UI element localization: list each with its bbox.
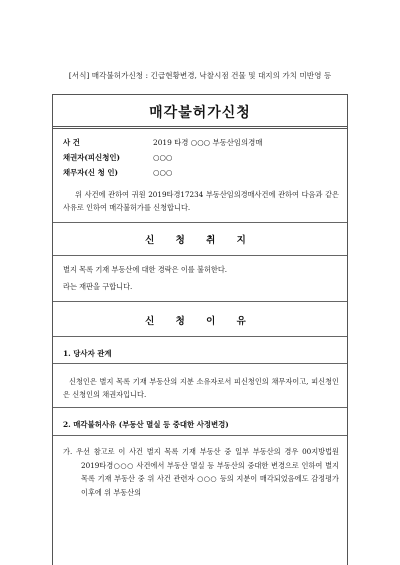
party-case bbox=[63, 137, 262, 148]
section-1-text: 신청인은 별지 목록 기재 부동산의 지분 소유자로서 피신청인의 채무자이고, 피신청인은 신청인의 채권자입니다. bbox=[63, 377, 339, 399]
party-case-label: 사 건 bbox=[63, 138, 80, 147]
section-2-divider bbox=[53, 435, 347, 436]
purpose-line-1: 별지 목록 기재 부동산에 대한 경락은 이를 불허한다. bbox=[63, 265, 228, 274]
purpose-line-2: 라는 재판을 구합니다. bbox=[63, 282, 133, 291]
document-title: 매각불허가신청 bbox=[149, 105, 251, 121]
document-frame bbox=[52, 94, 348, 565]
section-2-item-a: 가. 우선 참고로 이 사건 별지 목록 기재 부동산 중 일부 부동산의 경우 00지방법원 2019타경○○○ 사건에서 부동산 멸실 등 부동산의 중대한 변경으로 인하여 별지 목록 기재 부동산 중 위 사건 관련자 ○○○ 등의 지분이 매각되었음에도 감정평가 이후에 위 부동산의 bbox=[63, 447, 339, 497]
section-1-divider bbox=[53, 363, 347, 364]
purpose-divider-bottom bbox=[53, 255, 347, 256]
section-1-heading: 1. 당사자 관계 bbox=[63, 349, 112, 358]
party-debtor-value: ○○○ bbox=[153, 168, 173, 177]
party-debtor-label: 채무자(신 청 인) bbox=[63, 168, 118, 177]
reason-divider-bottom bbox=[53, 336, 347, 337]
form-header-note: [서식] 매각불허가신청 : 긴급현황변경, 낙찰시점 건물 및 대지의 가치 미반영 등 bbox=[68, 71, 332, 80]
section-1-end-divider bbox=[53, 407, 347, 408]
party-debtor bbox=[63, 167, 172, 178]
title-divider bbox=[53, 126, 347, 129]
party-creditor bbox=[63, 152, 172, 163]
reason-title: 신 청 이 유 bbox=[145, 316, 255, 327]
section-2-heading: 2. 매각불허사유 (부동산 멸실 등 중대한 사정변경) bbox=[63, 420, 229, 429]
party-case-value: 2019 타경 ○○○ 부동산임의경매 bbox=[153, 138, 263, 147]
party-creditor-value: ○○○ bbox=[153, 153, 173, 162]
intro-paragraph: 위 사건에 관하여 귀원 2019타경17234 부동산임의경매사건에 관하여 다음과 같은 사유로 인하여 매각불허가를 신청합니다. bbox=[63, 190, 339, 212]
purpose-title: 신 청 취 지 bbox=[145, 235, 255, 246]
party-creditor-label: 채권자(피신청인) bbox=[63, 153, 120, 162]
purpose-divider-top bbox=[53, 222, 347, 223]
reason-divider-top bbox=[53, 301, 347, 302]
